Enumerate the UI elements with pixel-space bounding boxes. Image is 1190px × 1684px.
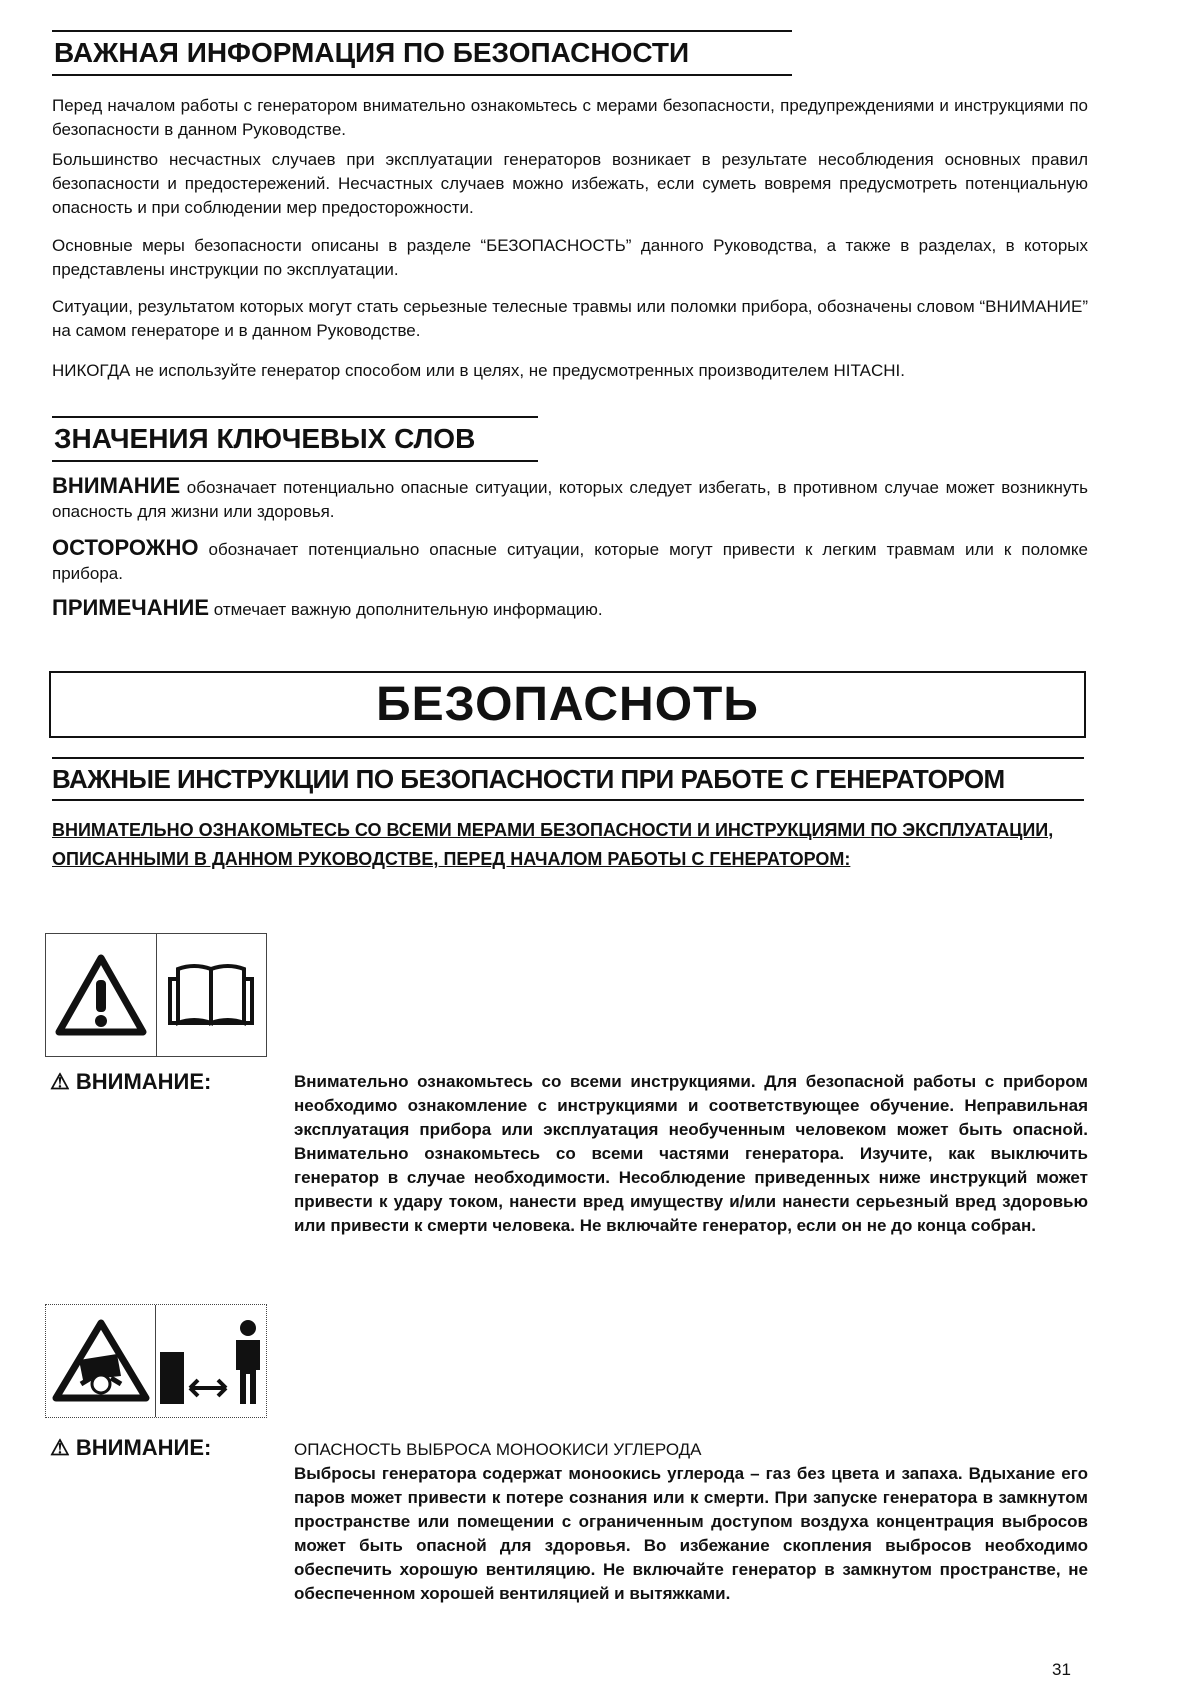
keyword: ВНИМАНИЕ [52, 473, 181, 498]
definition-text: отмечает важную дополнительную информацию. [209, 600, 603, 619]
definition-warning [52, 474, 1088, 524]
co-icons-panel [45, 1304, 267, 1418]
definition-text: обозначает потенциально опасные ситуации, которые могут привести к легким травмам или к поломке прибора. [52, 540, 1088, 583]
warning-triangle-icon [46, 934, 156, 1056]
paragraph: Большинство несчастных случаев при эксплуатации генераторов возникает в результате несоблюдения основных правил безопасности и предостережений. Несчастных случаев можно избежать, если суметь вовремя предусмотреть потенциальную опасность и при соблюдении мер предосторожности. [52, 150, 1088, 217]
toxic-gas-icon [46, 1305, 155, 1417]
read-manual-icon [156, 934, 267, 1056]
keyword: ПРИМЕЧАНИЕ [52, 595, 210, 620]
warning-label [50, 1070, 211, 1094]
section-title-generator-safety: ВАЖНЫЕ ИНСТРУКЦИИ ПО БЕЗОПАСНОСТИ ПРИ РАБОТЕ С ГЕНЕРАТОРОМ [52, 757, 1084, 801]
keyword: ОСТОРОЖНО [52, 535, 199, 560]
paragraph: Перед началом работы с генератором внимательно ознакомьтесь с мерами безопасности, предупреждениями и инструкциями по безопасности в данном Руководстве. [52, 96, 1088, 139]
section-title-keywords: ЗНАЧЕНИЯ КЛЮЧЕВЫХ СЛОВ [52, 416, 538, 462]
warning-text: Выбросы генератора содержат моноокись углерода – газ без цвета и запаха. Вдыхание его паров может привести к потере сознания или к смерти. При запуске генератора в замкнутом пространстве или помещении с ограниченным доступом воздуха концентрация выбросов может быть опасной для здоровья. Во избежание скопления выбросов необходимо обеспечить хорошую вентиляцию. Не включайте генератор в замкнутом пространстве, не обеспеченном хорошей вентиляцией и вытяжками. [294, 1464, 1088, 1603]
section-banner: БЕЗОПАСНОТЬ [49, 671, 1086, 738]
warning-small-icon: ⚠ [50, 1435, 70, 1460]
warning-heading: ОПАСНОСТЬ ВЫБРОСА МОНООКИСИ УГЛЕРОДА [294, 1440, 702, 1459]
definition-caution [52, 536, 1088, 586]
warning-label-text: ВНИМАНИЕ: [75, 1435, 212, 1460]
paragraph: НИКОГДА не используйте генератор способом или в целях, не предусмотренных производителем HITACHI. [52, 361, 905, 380]
warning-label [50, 1436, 211, 1460]
paragraph: Ситуации, результатом которых могут стать серьезные телесные травмы или поломки прибора, обозначены словом “ВНИМАНИЕ” на самом генераторе и в данном Руководстве. [52, 297, 1088, 340]
warning-text: Внимательно ознакомьтесь со всеми инструкциями. Для безопасной работы с прибором необходимо ознакомление с инструкциями и соответствующее обучение. Неправильная эксплуатация прибора или эксплуатация необученным человеком может быть опасной. Внимательно ознакомьтесь со всеми частями генератора. Изучите, как выключить генератор в случае необходимости. Несоблюдение приведенных ниже инструкций может привести к удару током, нанести вред имуществу и/или нанести серьезный вред здоровью или привести к смерти человека. Не включайте генератор, если он не до конца собран. [294, 1072, 1088, 1235]
keep-distance-icon [155, 1305, 266, 1417]
page-number: 31 [1052, 1660, 1071, 1679]
definition-text: обозначает потенциально опасные ситуации, которых следует избегать, в противном случае может возникнуть опасность для жизни или здоровья. [52, 478, 1088, 521]
definition-note [52, 596, 1088, 622]
warning-small-icon: ⚠ [50, 1069, 70, 1094]
section-title-important-safety-info: ВАЖНАЯ ИНФОРМАЦИЯ ПО БЕЗОПАСНОСТИ [52, 30, 792, 76]
intro-instruction: ВНИМАТЕЛЬНО ОЗНАКОМЬТЕСЬ СО ВСЕМИ МЕРАМИ БЕЗОПАСНОСТИ И ИНСТРУКЦИЯМИ ПО ЭКСПЛУАТАЦИИ, ОПИСАННЫМИ В ДАННОМ РУКОВОДСТВЕ, ПЕРЕД НАЧАЛОМ РАБОТЫ С ГЕНЕРАТОРОМ: [52, 820, 1054, 869]
safety-icons-panel [45, 933, 267, 1057]
warning-label-text: ВНИМАНИЕ: [75, 1069, 212, 1094]
paragraph: Основные меры безопасности описаны в разделе “БЕЗОПАСНОСТЬ” данного Руководства, а также в разделах, в которых представлены инструкции по эксплуатации. [52, 236, 1088, 279]
